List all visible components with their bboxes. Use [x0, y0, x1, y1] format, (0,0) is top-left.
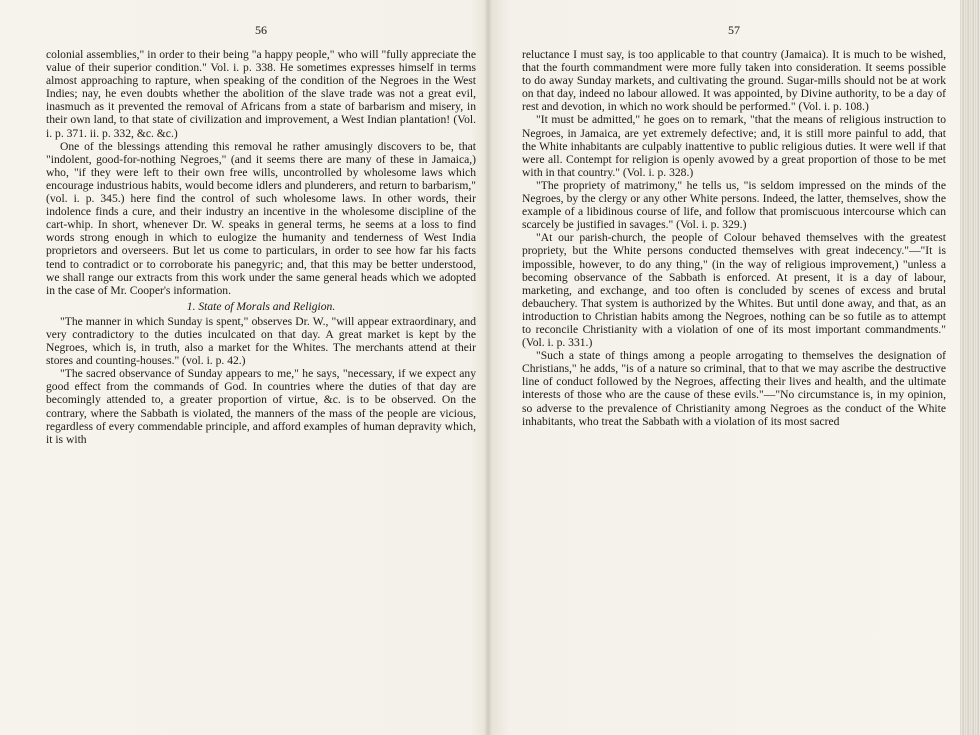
- left-paragraph-1: colonial assemblies," in order to their being "a happy people," who will "fully appreciate the value of their superior condition." Vol. i. p. 338. He sometimes expresses himself in terms almost approaching to rapture, when speaking of the condition of the Negroes in the West Indies; nay, he even doubts whether the abolition of the slave trade was not a great evil, inasmuch as it prevented the removal of Africans from a state of barbarism and misery, in their own land, to that state of civilization and improvement, a West Indian plantation! (Vol. i. p. 371. ii. p. 332, &c. &c.): [46, 48, 476, 140]
- right-paragraph-4: "At our parish-church, the people of Colour behaved themselves with the greatest propriety, but the White persons conducted themselves with great indecency."—"It is impossible, however, to do any thing," (in the way of religious improvement,) "unless a becoming observance of the Sabbath is enforced. At present, it is a day of labour, marketing, and exchange, and too often is concluded by scenes of excess and brutal debauchery. That system is authorized by the Whites. But until done away, and that, as an introduction to Christian habits among the Negroes, nothing can be so futile as to attempt to reconcile Christianity with a violation of one of its most important commandments." (Vol. i. p. 331.): [522, 231, 946, 350]
- right-paragraph-3: "The propriety of matrimony," he tells us, "is seldom impressed on the minds of the Negroes, by the clergy or any other White persons. Indeed, the latter, themselves, show the example of a libidinous course of life, and follow that promiscuous intercourse which can scarcely be justified in savages." (Vol. i. p. 329.): [522, 178, 946, 232]
- right-paragraph-2: "It must be admitted," he goes on to remark, "that the means of religious instruction to Negroes, in Jamaica, are yet extremely defective; and, it is still more painful to add, that the White inhabitants are culpably inattentive to public religious duties. It were well if that were all. Contempt for religion is openly avowed by a great proportion of those to be met with in that country." (Vol. i. p. 328.): [522, 113, 946, 179]
- book-gutter: [484, 0, 492, 735]
- left-paragraph-2: One of the blessings attending this removal he rather amusingly discovers to be, that "indolent, good-for-nothing Negroes," (and it seems there are many of these in Jamaica,) who, "if they were left to their own free wills, uncontrolled by wholesome laws which encourage industrious habits, would become idlers and plunderers, and return to barbarism," (vol. i. p. 345.) here find the control of such wholesome laws. In other words, their indolence finds a cure, and their industry an incentive in the wholesome discipline of the cart-whip. In short, whenever Dr. W. speaks in general terms, he seems at a loss to find words strong enough in which to eulogize the humanity and tenderness of West India proprietors and overseers. But let us come to particulars, in order to see how far his facts tend to contradict or to corroborate his panegyric; and, that this may be better understood, we shall range our extracts from this work under the same general heads which we adopted in the case of Mr. Cooper's information.: [46, 139, 476, 297]
- left-page-number: 56: [255, 23, 267, 37]
- right-paragraph-5: "Such a state of things among a people arrogating to themselves the designation of Christians," he adds, "is of a nature so criminal, that to that we may ascribe the destructive line of conduct followed by the Negroes, affecting their lives and health, and the ultimate interests of those who are the cause of these evils."—"No circumstance is, in my opinion, so adverse to the prevalence of Christianity among Negroes as the conduct of the White inhabitants, who treat the Sabbath with a violation of its most sacred: [522, 349, 946, 428]
- right-page: [522, 24, 946, 428]
- left-paragraph-3: "The manner in which Sunday is spent," observes Dr. W., "will appear extraordinary, and very contradictory to the duties inculcated on that day. A great market is kept by the Negroes, which is, in truth, also a market for the Whites. The merchants attend at their stores and counting-houses." (vol. i. p. 42.): [46, 314, 476, 368]
- page-edges: [960, 0, 980, 735]
- right-paragraph-1: reluctance I must say, is too applicable to that country (Jamaica). It is much to be wished, that the fourth commandment were more fully taken into consideration. It seems possible to do away Sunday markets, and cultivating the ground. Sugar-mills should not be at work on that day, indeed no labour allowed. It was appointed, by Divine authority, to be a day of rest and devotion, in which no work should be performed." (Vol. i. p. 108.): [522, 48, 946, 114]
- right-page-number: 57: [728, 23, 740, 37]
- section-heading: 1. State of Morals and Religion.: [186, 299, 336, 313]
- left-page: [46, 24, 476, 446]
- left-paragraph-4: "The sacred observance of Sunday appears to me," he says, "necessary, if we expect any good effect from the commands of God. In countries where the duties of that day are becomingly attended to, a greater proportion of virtue, &c. is to be observed. On the contrary, where the Sabbath is violated, the manners of the mass of the people are vicious, regardless of every commendable principle, and afford examples of human depravity which, it is with: [46, 367, 476, 446]
